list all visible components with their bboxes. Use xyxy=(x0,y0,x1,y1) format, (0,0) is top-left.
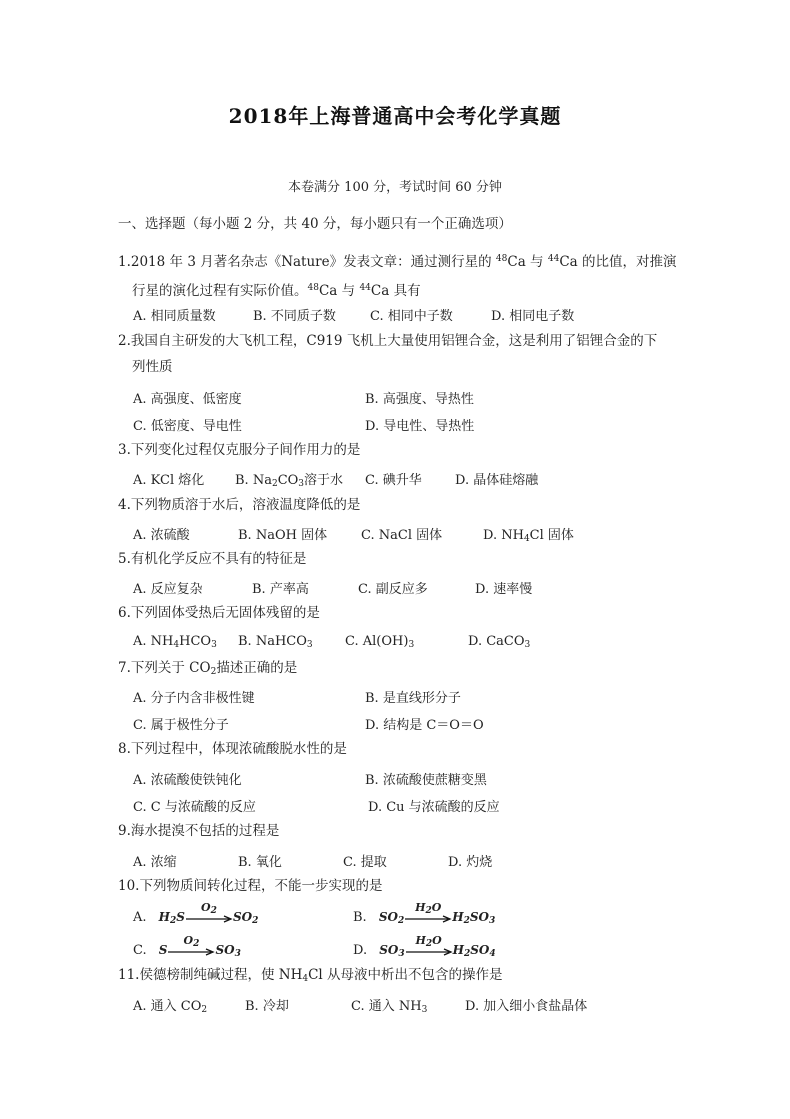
reaction-arrow xyxy=(185,901,233,927)
question-1-text: 的比值，对推演 xyxy=(577,254,677,270)
reaction-arrow xyxy=(404,901,452,927)
question-8: 8.下列过程中，体现浓硫酸脱水性的是 xyxy=(118,741,347,757)
question-7-text: 7.下列关于 CO xyxy=(118,660,211,676)
option-d[interactable] xyxy=(353,934,496,960)
option-b-text: 溶于水 xyxy=(304,473,344,488)
option-b[interactable]: B. 是直线形分子 xyxy=(365,691,461,706)
reagent-text: O xyxy=(431,901,442,914)
option-label: A. xyxy=(133,910,147,925)
question-11-text: 11.侯德榜制纯碱过程，使 NH xyxy=(118,967,303,983)
reaction-b xyxy=(378,901,496,926)
option-a-text: A. NH xyxy=(133,634,174,649)
option-b[interactable]: B. 氧化 xyxy=(238,855,282,870)
subscript: 2 xyxy=(210,667,217,677)
subscript: 3 xyxy=(421,1005,428,1015)
question-7-text: 描述正确的是 xyxy=(216,660,298,676)
option-c[interactable]: C. NaCl 固体 xyxy=(361,528,443,543)
option-b-text: B. Na xyxy=(235,473,272,488)
product: SO xyxy=(232,910,253,924)
option-b-text: CO xyxy=(277,473,299,488)
subscript: 3 xyxy=(234,949,241,959)
reagent xyxy=(404,901,452,916)
option-c[interactable]: C. 相同中子数 xyxy=(370,309,453,324)
reactant: S xyxy=(158,943,168,957)
subscript: 3 xyxy=(408,640,415,650)
option-a[interactable]: A. 高强度、低密度 xyxy=(133,392,242,407)
question-1-text: 与 xyxy=(525,254,548,270)
option-d[interactable]: D. 晶体硅熔融 xyxy=(455,473,539,488)
option-d[interactable]: D. 加入细小食盐晶体 xyxy=(465,999,588,1014)
question-1-text: 1.2018 年 3 月著名杂志《Nature》发表文章：通过测行星的 xyxy=(118,254,496,270)
subscript: 3 xyxy=(211,640,217,650)
exam-subtitle: 本卷满分 100 分，考试时间 60 分钟 xyxy=(288,180,502,195)
option-d[interactable]: D. 相同电子数 xyxy=(491,309,575,324)
reagent-text: O xyxy=(432,934,442,947)
reactant: SO xyxy=(378,910,398,924)
option-a[interactable]: A. KCl 熔化 xyxy=(133,473,205,488)
question-5: 5.有机化学反应不具有的特征是 xyxy=(118,551,307,567)
isotope-mass: 44 xyxy=(359,283,371,293)
option-c[interactable]: C. 副反应多 xyxy=(358,582,428,597)
subscript: 3 xyxy=(524,640,531,650)
question-1 xyxy=(118,246,677,304)
isotope-mass: 44 xyxy=(547,254,560,264)
option-a[interactable]: A. 相同质量数 xyxy=(133,309,216,324)
subscript: 2 xyxy=(252,916,259,926)
option-c[interactable]: C. 低密度、导电性 xyxy=(133,419,242,434)
reaction-arrow xyxy=(405,934,453,960)
option-label: B. xyxy=(353,910,367,925)
subscript: 2 xyxy=(170,916,177,926)
option-a[interactable] xyxy=(133,995,207,1015)
product: H xyxy=(452,910,464,924)
option-a[interactable]: A. 分子内含非极性键 xyxy=(133,691,255,706)
option-a[interactable]: A. 浓硫酸使铁钝化 xyxy=(133,773,242,788)
arrow-right-icon xyxy=(405,948,453,956)
option-label: C. xyxy=(133,943,147,958)
arrow-right-icon xyxy=(167,948,215,956)
option-d-text: D. NH xyxy=(483,528,524,543)
option-b[interactable]: B. NaOH 固体 xyxy=(238,528,328,543)
option-c[interactable] xyxy=(351,995,427,1015)
option-b[interactable]: B. 产率高 xyxy=(252,582,309,597)
option-d-text: Cl 固体 xyxy=(529,528,574,543)
reaction-arrow xyxy=(167,934,215,960)
option-a[interactable] xyxy=(133,634,217,650)
option-a-text: A. 通入 CO xyxy=(133,999,202,1014)
subscript: 4 xyxy=(489,949,496,959)
option-c-text: C. Al(OH) xyxy=(345,634,409,649)
section-heading: 一、选择题（每小题 2 分，共 40 分，每小题只有一个正确选项） xyxy=(118,216,512,232)
option-b[interactable] xyxy=(353,901,496,927)
subscript: 2 xyxy=(210,906,217,916)
option-b[interactable] xyxy=(238,634,313,650)
isotope-element: Ca xyxy=(318,283,338,299)
option-c[interactable] xyxy=(345,634,414,650)
question-10: 10.下列物质间转化过程，不能一步实现的是 xyxy=(118,878,383,894)
subscript: 3 xyxy=(298,479,305,489)
subscript: 4 xyxy=(173,640,180,650)
question-4: 4.下列物质溶于水后，溶液温度降低的是 xyxy=(118,497,361,513)
option-label: D. xyxy=(353,943,368,958)
reactant: H xyxy=(158,910,171,924)
question-11-text: Cl 从母液中析出不包含的操作是 xyxy=(308,967,503,983)
option-a-text: HCO xyxy=(179,634,212,649)
option-d[interactable]: D. Cu 与浓硫酸的反应 xyxy=(368,800,500,815)
isotope-mass: 48 xyxy=(495,254,508,264)
subscript: 3 xyxy=(306,640,313,650)
isotope-element: Ca xyxy=(559,254,578,270)
option-b[interactable]: B. 冷却 xyxy=(245,999,289,1014)
reagent xyxy=(167,934,215,949)
reaction-d xyxy=(379,934,496,959)
question-1-line-1 xyxy=(118,246,677,275)
option-a[interactable]: A. 浓缩 xyxy=(133,855,177,870)
product: SO xyxy=(469,910,489,924)
option-d[interactable]: D. 结构是 C＝O＝O xyxy=(365,718,484,733)
option-b-text: B. NaHCO xyxy=(238,634,307,649)
option-c[interactable] xyxy=(133,934,241,960)
subscript: 2 xyxy=(463,916,470,926)
arrow-right-icon xyxy=(185,915,233,923)
arrow-right-icon xyxy=(404,915,452,923)
product: H xyxy=(452,943,464,957)
subscript: 2 xyxy=(193,939,200,949)
subscript: 2 xyxy=(271,479,278,489)
reaction-c xyxy=(158,934,241,959)
option-b[interactable]: B. 高强度、导热性 xyxy=(365,392,474,407)
option-b[interactable]: B. 不同质子数 xyxy=(253,309,336,324)
reagent xyxy=(405,934,453,949)
option-c[interactable]: C. 提取 xyxy=(343,855,387,870)
reagent-text: H xyxy=(415,934,426,947)
question-1-text: 具有 xyxy=(389,283,421,299)
option-c[interactable]: C. 碘升华 xyxy=(365,473,422,488)
question-7 xyxy=(118,655,297,685)
option-a[interactable]: A. 反应复杂 xyxy=(133,582,203,597)
option-a[interactable] xyxy=(133,901,259,927)
option-d[interactable] xyxy=(468,634,530,650)
reagent-text: O xyxy=(183,934,194,947)
question-2-line-1: 2.我国自主研发的大飞机工程，C919 飞机上大量使用铝锂合金，这是利用了铝锂合金的下 xyxy=(118,333,658,349)
question-3: 3.下列变化过程仅克服分子间作用力的是 xyxy=(118,442,361,458)
question-2-line-2: 列性质 xyxy=(132,359,173,375)
subscript: 3 xyxy=(488,916,496,926)
subscript: 2 xyxy=(463,949,471,959)
subscript: 2 xyxy=(425,906,432,916)
option-c-text: C. 通入 NH xyxy=(351,999,422,1014)
option-c[interactable]: C. 属于极性分子 xyxy=(133,718,229,733)
reaction-a xyxy=(158,901,259,926)
question-2 xyxy=(118,328,657,380)
reagent-text: H xyxy=(415,901,426,914)
question-1-text: 与 xyxy=(337,283,360,299)
subscript: 4 xyxy=(523,534,530,544)
option-d[interactable]: D. 灼烧 xyxy=(448,855,493,870)
product: SO xyxy=(215,943,235,957)
option-d[interactable] xyxy=(483,524,574,544)
subscript: 3 xyxy=(398,949,405,959)
option-d[interactable]: D. 速率慢 xyxy=(475,582,533,597)
subscript: 2 xyxy=(397,916,405,926)
reactant: S xyxy=(176,910,185,924)
subscript: 4 xyxy=(302,974,309,984)
option-a[interactable]: A. 浓硫酸 xyxy=(133,528,190,543)
isotope-mass: 48 xyxy=(307,283,319,293)
question-6: 6.下列固体受热后无固体残留的是 xyxy=(118,605,320,621)
option-d-text: D. CaCO xyxy=(468,634,525,649)
page-title: 2018年上海普通高中会考化学真题 xyxy=(228,104,562,128)
reagent-text: O xyxy=(201,901,211,914)
question-11 xyxy=(118,962,503,992)
question-1-line-2 xyxy=(118,275,677,304)
question-9: 9.海水提溴不包括的过程是 xyxy=(118,823,280,839)
option-d[interactable]: D. 导电性、导热性 xyxy=(365,419,475,434)
product: SO xyxy=(470,943,490,957)
isotope-element: Ca xyxy=(370,283,390,299)
option-b[interactable] xyxy=(235,469,343,489)
option-c[interactable]: C. C 与浓硫酸的反应 xyxy=(133,800,256,815)
subscript: 2 xyxy=(201,1005,208,1015)
isotope-element: Ca xyxy=(507,254,526,270)
subscript: 2 xyxy=(425,939,433,949)
question-1-text: 行星的演化过程有实际价值。 xyxy=(132,283,308,299)
reactant: SO xyxy=(379,943,399,957)
option-b[interactable]: B. 浓硫酸使蔗糖变黑 xyxy=(365,773,487,788)
reagent xyxy=(185,901,233,916)
